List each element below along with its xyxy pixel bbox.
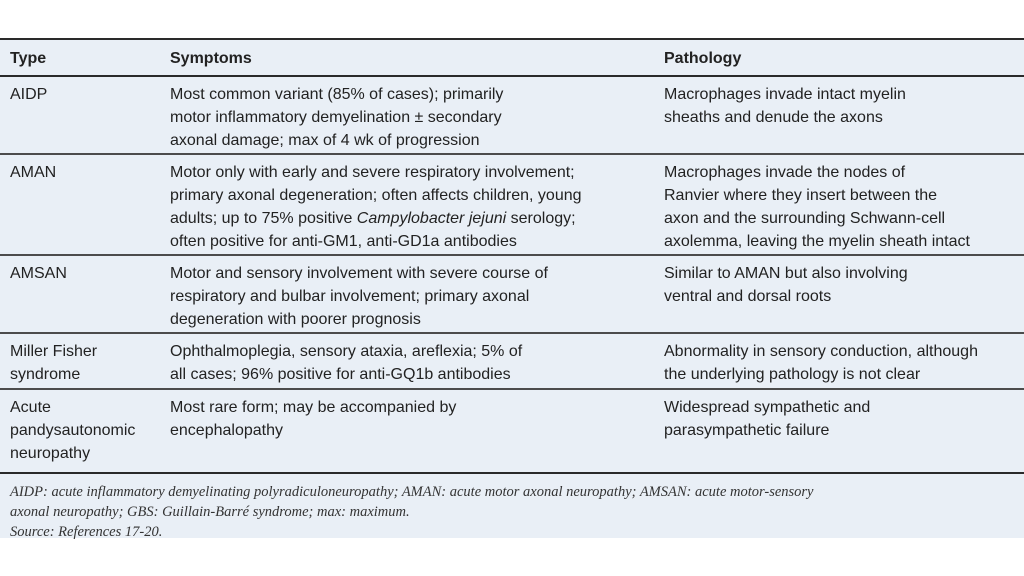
cell-pathology: Similar to AMAN but also involving ventral and dorsal roots bbox=[664, 265, 908, 305]
cell-symptoms bbox=[170, 161, 650, 253]
cell-symptoms: Ophthalmoplegia, sensory ataxia, areflexia; 5% of all cases; 96% positive for anti-GQ1b antibodies bbox=[170, 343, 523, 383]
table-footnote bbox=[10, 482, 1015, 542]
organism-name: Campylobacter jejuni bbox=[356, 210, 507, 227]
header-pathology: Pathology bbox=[664, 50, 742, 67]
header-symptoms: Symptoms bbox=[170, 50, 252, 67]
symptom-text: adults; up to 75% positive bbox=[170, 210, 357, 227]
cell-type: AIDP bbox=[10, 86, 48, 103]
symptom-line: often positive for anti-GM1, anti-GD1a antibodies bbox=[170, 233, 517, 250]
table-panel bbox=[0, 38, 1024, 538]
cell-type: AMAN bbox=[10, 164, 57, 181]
table-row-pandysautonomic bbox=[0, 390, 1024, 474]
table-row-aidp bbox=[0, 77, 1024, 155]
symptom-line: Motor only with early and severe respiratory involvement; bbox=[170, 164, 575, 181]
cell-pathology: Abnormality in sensory conduction, although the underlying pathology is not clear bbox=[664, 343, 978, 383]
cell-symptoms: Motor and sensory involvement with severe course of respiratory and bulbar involvement; primary axonal degeneration with poorer prognosis bbox=[170, 265, 548, 328]
symptom-text: serology; bbox=[506, 210, 576, 227]
cell-pathology: Macrophages invade intact myelin sheaths and denude the axons bbox=[664, 86, 906, 126]
table-header-row bbox=[0, 38, 1024, 77]
table-row-amsan bbox=[0, 256, 1024, 334]
footnote-line: axonal neuropathy; GBS: Guillain-Barré syndrome; max: maximum. bbox=[10, 504, 410, 520]
symptom-line: primary axonal degeneration; often affects children, young bbox=[170, 187, 582, 204]
cell-type: AMSAN bbox=[10, 265, 67, 282]
header-type: Type bbox=[10, 50, 47, 67]
cell-pathology: Widespread sympathetic and parasympathetic failure bbox=[664, 399, 871, 439]
cell-type: Acute pandysautonomic neuropathy bbox=[10, 399, 136, 462]
footnote-source: Source: References 17-20. bbox=[10, 524, 163, 540]
symptom-line bbox=[170, 207, 650, 230]
table-row-aman bbox=[0, 155, 1024, 256]
cell-type: Miller Fisher syndrome bbox=[10, 343, 98, 383]
table-row-miller-fisher bbox=[0, 334, 1024, 390]
cell-pathology: Macrophages invade the nodes of Ranvier where they insert between the axon and the surrounding Schwann-cell axolemma, leaving the myelin sheath intact bbox=[664, 164, 970, 250]
footnote-line: AIDP: acute inflammatory demyelinating polyradiculoneuropathy; AMAN: acute motor axonal neuropathy; AMSAN: acute motor-sensory bbox=[10, 484, 814, 500]
cell-symptoms: Most common variant (85% of cases); primarily motor inflammatory demyelination ± secondary axonal damage; max of 4 wk of progression bbox=[170, 86, 504, 149]
cell-symptoms: Most rare form; may be accompanied by encephalopathy bbox=[170, 399, 457, 439]
